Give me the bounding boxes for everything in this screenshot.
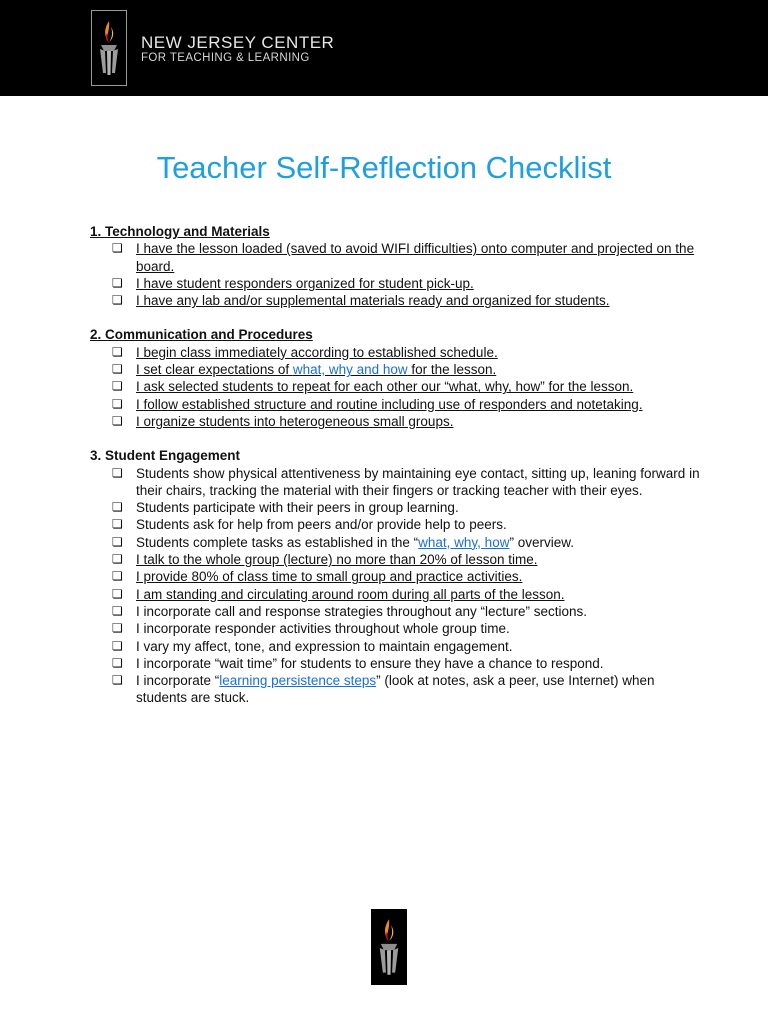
checkbox-icon: ❏ bbox=[112, 673, 123, 688]
item-text bbox=[136, 362, 496, 377]
item-text: Students show physical attentiveness by maintaining eye contact, sitting up, leaning forward in their chairs, tracking the material with their fingers or tracking teacher with their eyes. bbox=[136, 465, 700, 498]
item-text: I ask selected students to repeat for each other our “what, why, how” for the lesson. bbox=[136, 379, 634, 395]
section-engagement bbox=[90, 447, 700, 706]
torch-logo-icon bbox=[371, 909, 407, 985]
checklist-item bbox=[90, 620, 700, 637]
checklist-item bbox=[90, 638, 700, 655]
checklist-item bbox=[90, 413, 700, 430]
item-text-start: Students complete tasks as established in the “ bbox=[136, 534, 419, 550]
item-text-end: ” overview. bbox=[509, 534, 574, 550]
item-text: I follow established structure and routine including use of responders and notetaking. bbox=[136, 396, 643, 412]
item-text: I have any lab and/or supplemental materials ready and organized for students. bbox=[136, 293, 610, 309]
checkbox-icon: ❏ bbox=[112, 603, 123, 618]
checkbox-icon: ❏ bbox=[112, 413, 123, 428]
checkbox-icon: ❏ bbox=[112, 534, 123, 549]
checkbox-icon: ❏ bbox=[112, 275, 123, 290]
checkbox-icon: ❏ bbox=[112, 655, 123, 670]
checklist-item bbox=[90, 275, 700, 292]
section-technology bbox=[90, 223, 700, 309]
checklist-item bbox=[90, 551, 700, 568]
checkbox-icon: ❏ bbox=[112, 552, 123, 567]
item-text: I incorporate call and response strategies throughout any “lecture” sections. bbox=[136, 603, 587, 619]
section-heading: 2. Communication and Procedures bbox=[90, 327, 313, 343]
torch-logo-icon bbox=[91, 10, 127, 86]
item-text: I provide 80% of class time to small group and practice activities. bbox=[136, 569, 523, 585]
section-communication bbox=[90, 326, 700, 430]
item-text: I have the lesson loaded (saved to avoid WIFI difficulties) onto computer and projected on the board. bbox=[136, 241, 695, 274]
item-text: Students ask for help from peers and/or provide help to peers. bbox=[136, 517, 507, 533]
checkbox-icon: ❏ bbox=[112, 465, 123, 480]
checkbox-icon: ❏ bbox=[112, 344, 123, 359]
section-heading: 3. Student Engagement bbox=[90, 448, 241, 464]
checklist-item bbox=[90, 361, 700, 378]
learning-persistence-steps-link[interactable]: learning persistence steps bbox=[219, 673, 377, 689]
checklist-item bbox=[90, 516, 700, 533]
item-text: I have student responders organized for student pick-up. bbox=[136, 275, 474, 291]
checkbox-icon: ❏ bbox=[112, 362, 123, 377]
checkbox-icon: ❏ bbox=[112, 293, 123, 308]
checkbox-icon: ❏ bbox=[112, 500, 123, 515]
what-why-how-link[interactable]: what, why, how bbox=[418, 534, 510, 550]
checkbox-icon: ❏ bbox=[112, 396, 123, 411]
checklist-item bbox=[90, 672, 700, 707]
checklist-item bbox=[90, 465, 700, 500]
checklist-item bbox=[90, 344, 700, 361]
checklist-item bbox=[90, 240, 700, 275]
item-text: I begin class immediately according to established schedule. bbox=[136, 344, 498, 360]
header-banner bbox=[0, 0, 768, 96]
checklist-item bbox=[90, 586, 700, 603]
checklist-item bbox=[90, 655, 700, 672]
checkbox-icon: ❏ bbox=[112, 586, 123, 601]
checklist-item bbox=[90, 534, 700, 551]
checklist-item bbox=[90, 603, 700, 620]
org-name: NEW JERSEY CENTER bbox=[141, 33, 335, 52]
what-why-how-link[interactable]: what, why and how bbox=[292, 362, 408, 378]
item-text: I vary my affect, tone, and expression to maintain engagement. bbox=[136, 638, 513, 654]
item-text-start: I incorporate “ bbox=[136, 673, 220, 689]
item-text: I incorporate responder activities throughout whole group time. bbox=[136, 621, 510, 637]
item-text bbox=[136, 535, 574, 550]
checkbox-icon: ❏ bbox=[112, 241, 123, 256]
checklist-item bbox=[90, 396, 700, 413]
item-text: Students participate with their peers in group learning. bbox=[136, 500, 459, 516]
checkbox-icon: ❏ bbox=[112, 638, 123, 653]
item-text: I incorporate “wait time” for students to ensure they have a chance to respond. bbox=[136, 655, 604, 671]
item-text-end: ” (look at notes, ask a peer, use Internet) when students are stuck. bbox=[136, 673, 655, 706]
item-text bbox=[136, 673, 655, 705]
checkbox-icon: ❏ bbox=[112, 569, 123, 584]
checklist-item bbox=[90, 499, 700, 516]
item-text-end: for the lesson. bbox=[407, 362, 497, 378]
checklist-item bbox=[90, 378, 700, 395]
page-title: Teacher Self-Reflection Checklist bbox=[156, 150, 612, 185]
checklist bbox=[90, 223, 700, 724]
checklist-item bbox=[90, 568, 700, 585]
item-text: I am standing and circulating around room during all parts of the lesson. bbox=[136, 586, 565, 602]
section-heading: 1. Technology and Materials bbox=[90, 224, 270, 239]
item-text-start: I set clear expectations of bbox=[136, 362, 293, 378]
item-text: I talk to the whole group (lecture) no more than 20% of lesson time. bbox=[136, 552, 538, 568]
checkbox-icon: ❏ bbox=[112, 379, 123, 394]
checkbox-icon: ❏ bbox=[112, 517, 123, 532]
item-text: I organize students into heterogeneous small groups. bbox=[136, 413, 454, 429]
org-subtitle: FOR TEACHING & LEARNING bbox=[141, 52, 310, 64]
checkbox-icon: ❏ bbox=[112, 621, 123, 636]
checklist-item bbox=[90, 292, 700, 309]
